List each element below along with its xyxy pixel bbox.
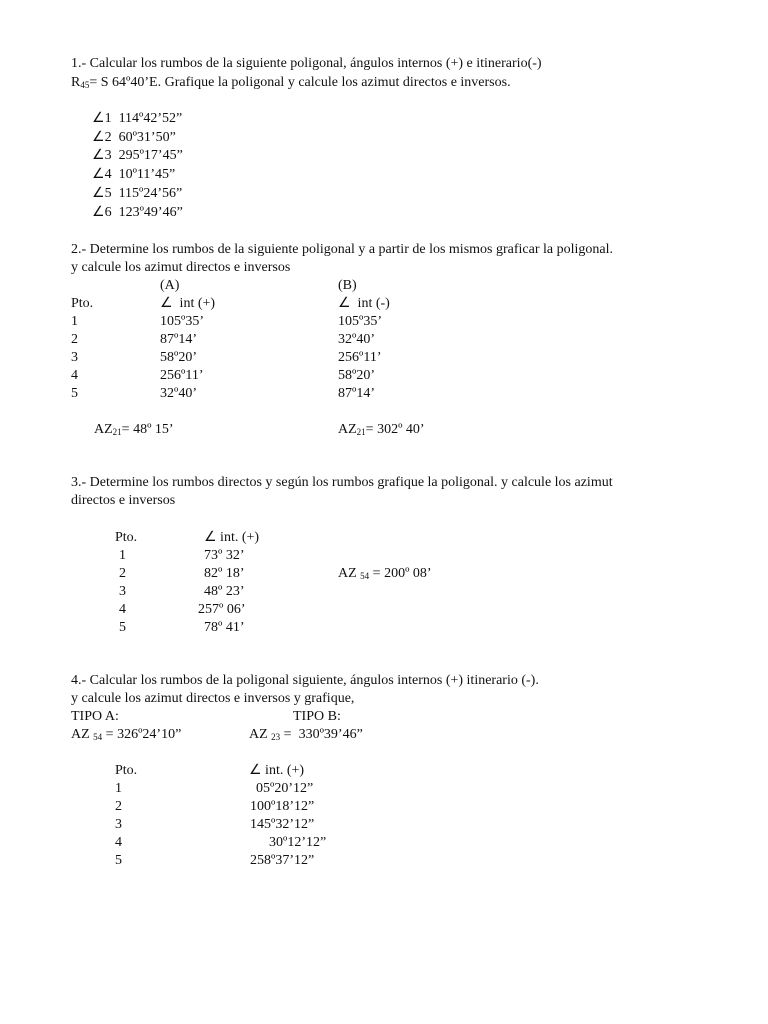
table-row-a: 105º35’ xyxy=(160,314,205,329)
table-row-point: 3 xyxy=(115,817,122,832)
table-row-point: 3 xyxy=(119,584,126,599)
table-row-b: 32º40’ xyxy=(338,332,376,347)
azimuth-value: = 200º 08’ xyxy=(369,566,432,581)
problem-2-line-2: y calcule los azimut directos e inversos xyxy=(71,260,291,275)
azimuth-label: AZ xyxy=(71,727,94,742)
angle-icon: ∠ xyxy=(92,205,105,220)
azimuth-value: = 48º 15’ xyxy=(121,422,174,437)
angle-item xyxy=(92,129,176,147)
bearing-label: R xyxy=(71,75,81,90)
angle-item xyxy=(92,166,175,184)
table-row-value: 82º 18’ xyxy=(204,566,245,581)
angle-item xyxy=(92,147,183,165)
point-header: Pto. xyxy=(71,296,94,311)
table-row-value: 257º 06’ xyxy=(198,602,246,617)
problem-3-line-1: 3.- Determine los rumbos directos y según los rumbos grafique la poligonal. y calcule los azimut xyxy=(71,475,613,490)
table-row-point: 2 xyxy=(119,566,126,581)
table-row-a: 87º14’ xyxy=(160,332,198,347)
table-row-value: 145º32’12” xyxy=(250,817,315,832)
azimuth-subscript: 54 xyxy=(93,732,103,742)
angle-number: 6 xyxy=(104,205,112,220)
angle-value: 295º17’45” xyxy=(118,148,183,163)
angle-icon: ∠ xyxy=(92,186,105,201)
table-row-point: 5 xyxy=(71,386,78,401)
problem-2-line-1: 2.- Determine los rumbos de la siguiente poligonal y a partir de los mismos graficar la poligonal. xyxy=(71,242,613,257)
azimuth-value: = 326º24’10” xyxy=(102,727,182,742)
azimuth-label: AZ xyxy=(94,422,113,437)
azimuth-subscript: 21 xyxy=(112,427,122,437)
angle-value: 10º11’45” xyxy=(118,167,176,182)
table-row-value: 05º20’12” xyxy=(256,781,314,796)
table-row-b: 256º11’ xyxy=(338,350,382,365)
column-a-label: (A) xyxy=(160,278,180,293)
angle-item xyxy=(92,185,182,203)
angle-number: 4 xyxy=(104,167,112,182)
angle-value: 60º31’50” xyxy=(118,130,176,145)
azimuth xyxy=(338,565,432,583)
angle-header: ∠ int. (+) xyxy=(249,763,305,778)
tipo-b-label: TIPO B: xyxy=(293,709,341,724)
column-a-header: ∠ int (+) xyxy=(160,296,216,311)
angle-item xyxy=(92,204,183,222)
problem-1-line-1: 1.- Calcular los rumbos de la siguiente poligonal, ángulos internos (+) e itinerario(-) xyxy=(71,56,542,71)
problem-3-line-2: directos e inversos xyxy=(71,493,176,508)
table-row-value: 100º18’12” xyxy=(250,799,315,814)
table-row-value: 30º12’12” xyxy=(269,835,327,850)
tipo-a-label: TIPO A: xyxy=(71,709,119,724)
bearing-subscript: 45 xyxy=(80,80,90,90)
azimuth-label: AZ xyxy=(249,727,272,742)
table-row-a: 58º20’ xyxy=(160,350,198,365)
azimuth-label: AZ xyxy=(338,566,361,581)
table-row-point: 1 xyxy=(119,548,126,563)
table-row-point: 1 xyxy=(115,781,122,796)
angle-value: 123º49’46” xyxy=(118,205,183,220)
table-row-value: 73º 32’ xyxy=(204,548,245,563)
point-header: Pto. xyxy=(115,530,138,545)
table-row-b: 58º20’ xyxy=(338,368,376,383)
table-row-point: 2 xyxy=(71,332,78,347)
column-b-header: ∠ int (-) xyxy=(338,296,390,311)
azimuth-a xyxy=(71,726,181,744)
table-row-value: 258º37’12” xyxy=(250,853,315,868)
angle-number: 5 xyxy=(104,186,112,201)
azimuth-subscript: 54 xyxy=(360,571,370,581)
angle-icon: ∠ xyxy=(92,148,105,163)
azimuth-value: = 302º 40’ xyxy=(365,422,425,437)
angle-header: ∠ int. (+) xyxy=(204,530,260,545)
angle-number: 1 xyxy=(104,111,112,126)
azimuth-subscript: 23 xyxy=(271,732,281,742)
problem-1-line-2-text: = S 64º40’E. Grafique la poligonal y calcule los azimut directos e inversos. xyxy=(89,75,511,90)
azimuth-a xyxy=(94,421,174,439)
table-row-point: 4 xyxy=(71,368,78,383)
problem-4-line-2: y calcule los azimut directos e inversos y grafique, xyxy=(71,691,355,706)
table-row-a: 32º40’ xyxy=(160,386,198,401)
angle-item xyxy=(92,110,182,128)
table-row-value: 48º 23’ xyxy=(204,584,245,599)
table-row-point: 5 xyxy=(115,853,122,868)
table-row-a: 256º11’ xyxy=(160,368,204,383)
table-row-point: 4 xyxy=(119,602,126,617)
azimuth-value: = 330º39’46” xyxy=(280,727,363,742)
angle-icon: ∠ xyxy=(92,130,105,145)
problem-1-line-2 xyxy=(71,74,511,92)
angle-value: 114º42’52” xyxy=(118,111,183,126)
table-row-point: 4 xyxy=(115,835,122,850)
table-row-b: 105º35’ xyxy=(338,314,383,329)
azimuth-b xyxy=(338,421,425,439)
table-row-point: 5 xyxy=(119,620,126,635)
azimuth-subscript: 21 xyxy=(356,427,366,437)
table-row-point: 2 xyxy=(115,799,122,814)
table-row-point: 3 xyxy=(71,350,78,365)
angle-value: 115º24’56” xyxy=(118,186,183,201)
column-b-label: (B) xyxy=(338,278,357,293)
table-row-b: 87º14’ xyxy=(338,386,376,401)
point-header: Pto. xyxy=(115,763,138,778)
azimuth-b xyxy=(249,726,363,744)
problem-4-line-1: 4.- Calcular los rumbos de la poligonal siguiente, ángulos internos (+) itinerario (-). xyxy=(71,673,539,688)
angle-icon: ∠ xyxy=(92,111,105,126)
table-row-value: 78º 41’ xyxy=(204,620,245,635)
table-row-point: 1 xyxy=(71,314,78,329)
azimuth-label: AZ xyxy=(338,422,357,437)
angle-number: 2 xyxy=(104,130,112,145)
angle-number: 3 xyxy=(104,148,112,163)
angle-icon: ∠ xyxy=(92,167,105,182)
